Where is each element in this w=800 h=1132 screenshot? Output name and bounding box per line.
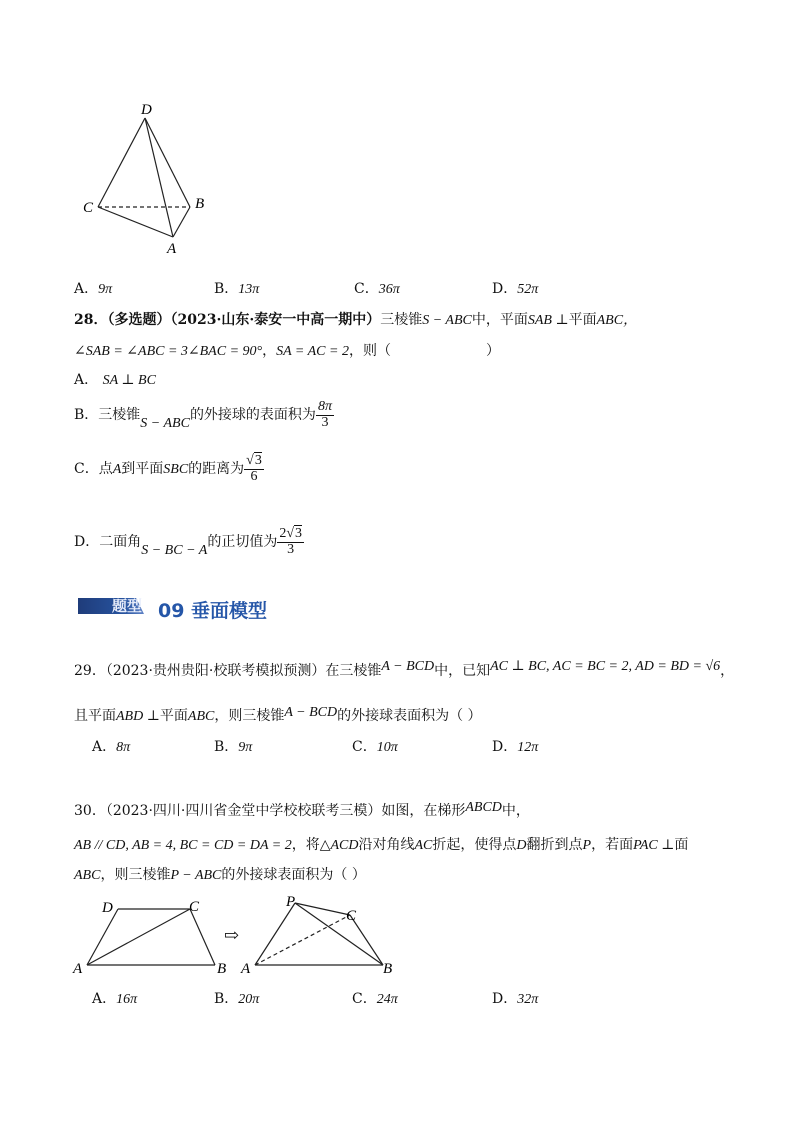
option-d[interactable]: D．52π: [492, 281, 539, 297]
q28-option-c[interactable]: C．点A到平面SBC的距离为 $\frac{√3}{6}$: [74, 453, 262, 484]
option-c[interactable]: C．10π: [352, 739, 398, 755]
fraction: $\frac{8\pi}{3}$: [317, 399, 332, 430]
q29-options: [92, 736, 652, 756]
q28-stem-line1: 28．（多选题）（2023·山东·泰安一中高一期中）三棱锥S − ABC中，平面SAB ⊥平面ABC，: [74, 312, 638, 328]
option-a[interactable]: A．16π: [92, 991, 138, 1007]
section-band-label: 题型: [112, 597, 143, 615]
q29-stem-line1: 29．（2023·贵州贵阳·校联考模拟预测）在三棱锥A − BCD中，已知AC ⊥ BC, AC = BC = 2, AD = BD = √6，: [74, 659, 735, 679]
fraction: $\frac{2√3}{3}$: [279, 526, 303, 557]
q29-stem-line2: 且平面ABD ⊥平面ABC，则三棱锥A − BCD的外接球表面积为（ ）: [74, 705, 482, 724]
option-b[interactable]: B．13π: [214, 281, 260, 297]
fold-arrow: ⇨: [224, 925, 240, 946]
q30-stem-line2: AB // CD, AB = 4, BC = CD = DA = 2，将△ACD沿对角线AC折起，使得点D翻折到点P，若面PAC ⊥面: [74, 837, 689, 853]
q28-option-a[interactable]: A． SA ⊥ BC: [74, 372, 156, 388]
option-b[interactable]: B．9π: [214, 739, 253, 755]
q28-option-d[interactable]: D．二面角S − BC − A的正切值为 $\frac{2√3}{3}$: [74, 526, 303, 559]
trap-c-label: C: [189, 899, 200, 915]
q30-stem-line1: 30．（2023·四川·四川省金堂中学校校联考三模）如图，在梯形ABCD中，: [74, 800, 530, 819]
fold-b-label: B: [383, 961, 393, 977]
trapezoid-figure: [70, 895, 240, 980]
option-a[interactable]: A．9π: [74, 281, 113, 297]
fold-a-label: A: [241, 961, 251, 977]
q28-option-b[interactable]: B．三棱锥S − ABC的外接球的表面积为 $\frac{8\pi}{3}$: [74, 399, 332, 432]
folded-pyramid-figure: [240, 893, 410, 981]
trap-a-label: A: [73, 961, 83, 977]
fold-c-label: C: [346, 908, 357, 924]
vertex-b-label: B: [195, 196, 205, 212]
option-d[interactable]: D．12π: [492, 739, 539, 755]
q30-stem-line3: ABC，则三棱锥P − ABC的外接球表面积为（ ）: [74, 867, 366, 883]
option-d[interactable]: D．32π: [492, 991, 539, 1007]
section-title: 09 垂面模型: [158, 600, 268, 622]
q30-options: [92, 988, 652, 1008]
q27-options: [74, 278, 694, 298]
trap-b-label: B: [217, 961, 227, 977]
option-c[interactable]: C．36π: [354, 281, 400, 297]
vertex-d-label: D: [141, 102, 152, 118]
option-c[interactable]: C．24π: [352, 991, 398, 1007]
fraction: $\frac{√3}{6}$: [246, 453, 262, 484]
option-b[interactable]: B．20π: [214, 991, 260, 1007]
vertex-a-label: A: [167, 241, 177, 257]
q28-stem-line2: ∠SAB = ∠ABC = 3∠BAC = 90°，SA = AC = 2，则（ ）: [74, 343, 500, 359]
tetrahedron-figure: [70, 100, 230, 260]
fold-p-label: P: [286, 894, 296, 910]
option-a[interactable]: A．8π: [92, 739, 131, 755]
vertex-c-label: C: [83, 200, 94, 216]
trap-d-label: D: [102, 900, 113, 916]
